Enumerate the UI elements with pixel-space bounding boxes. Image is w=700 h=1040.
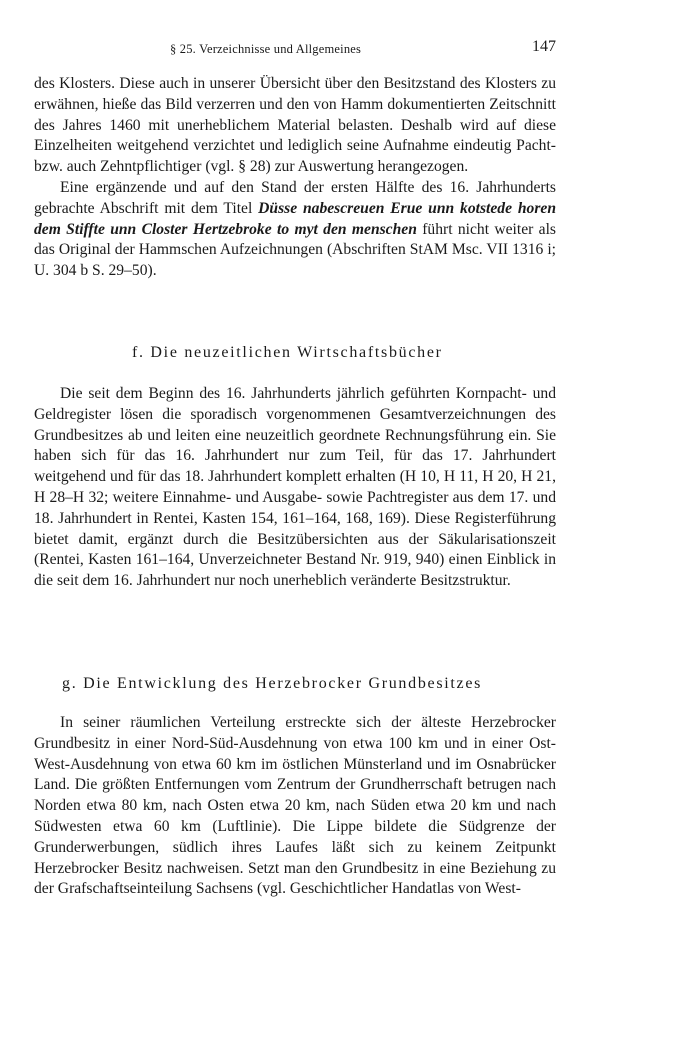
manuscript-title: Düsse nabescreuen Erue unn kotstede horen dem Stiffte unn Closter Hertzebroke to myt den menschen xyxy=(34,199,556,238)
section-g-paragraph: In seiner räumlichen Verteilung erstreckte sich der älteste Herzebrocker Grundbesitz in einer Nord-Süd-Ausdehnung von etwa 100 km und in einer Ost-West-Ausdehnung von etwa 60 km im östlichen Münsterland und im Osnabrücker Land. Die größten Entfernungen vom Zentrum der Grundherrschaft betrugen nach Norden etwa 80 km, nach Osten etwa 20 km, nach Süden etwa 20 km und nach Südwesten etwa 60 km (Luftlinie). Die Lippe bildete die Südgrenze der Grunderwerbungen, südlich ihres Laufes läßt sich zu keinem Zeitpunkt Herzebrocker Besitz nachweisen. Setzt man den Grundbesitz in eine Beziehung zu der Grafschaftseinteilung Sachsens (vgl. Geschichtlicher Handatlas von West- xyxy=(34,714,556,898)
section-f-text-block xyxy=(34,384,556,592)
running-head-title: § 25. Verzeichnisse und Allgemeines xyxy=(170,42,362,56)
opening-text-block xyxy=(34,74,556,282)
paragraph-abschrift-text-before: Eine ergänzende und auf den Stand der ersten Hälfte des 16. Jahrhunderts gebrachte Abschrift mit dem Titel xyxy=(34,178,556,217)
page-number: 147 xyxy=(532,38,556,55)
section-heading-g: g. Die Entwicklung des Herzebrocker Grundbesitzes xyxy=(62,675,483,692)
paragraph-abschrift xyxy=(34,178,556,282)
paragraph-continuation: des Klosters. Diese auch in unserer Übersicht über den Besitzstand des Klosters zu erwähnen, hieße das Bild verzerren und den von Hamm dokumentierten Zeitschnitt des Jahres 1460 mit unerheblichem Material belasten. Deshalb wird auf diese Einzelheiten weitgehend verzichtet und lediglich seine Aufnahme eindeutig Pacht- bzw. auch Zehntpflichtiger (vgl. § 28) zur Auswertung herangezogen. xyxy=(34,75,556,176)
section-g-text-block xyxy=(34,713,556,900)
section-f-paragraph: Die seit dem Beginn des 16. Jahrhunderts jährlich geführten Kornpacht- und Geldregister lösen die sporadisch vorgenommenen Gesamtverzeichnungen des Grundbesitzes ab und leiten eine neuzeitlich geordnete Rechnungsführung ein. Sie haben sich für das 16. Jahrhundert nur zum Teil, für das 17. Jahrhundert weitgehend und für das 18. Jahrhundert komplett erhalten (H 10, H 11, H 20, H 21, H 28–H 32; weitere Einnahme- und Ausgabe- sowie Pachtregister aus dem 17. und 18. Jahrhundert in Rentei, Kasten 154, 161–164, 168, 169). Diese Registerführung bietet damit, ergänzt durch die Besitzübersichten aus der Säkularisationszeit (Rentei, Kasten 161–164, Unverzeichneter Bestand Nr. 919, 940) einen Einblick in die seit dem 16. Jahrhundert nur noch unerheblich veränderte Besitzstruktur. xyxy=(34,385,556,590)
paragraph-abschrift-text-after: führt nicht weiter als das Original der Hammschen Aufzeichnungen (Abschriften StAM Msc. VII 1316 i; U. 304 b S. 29–50). xyxy=(34,220,556,280)
section-heading-f: f. Die neuzeitlichen Wirtschaftsbücher xyxy=(132,344,443,361)
running-head xyxy=(34,38,556,58)
